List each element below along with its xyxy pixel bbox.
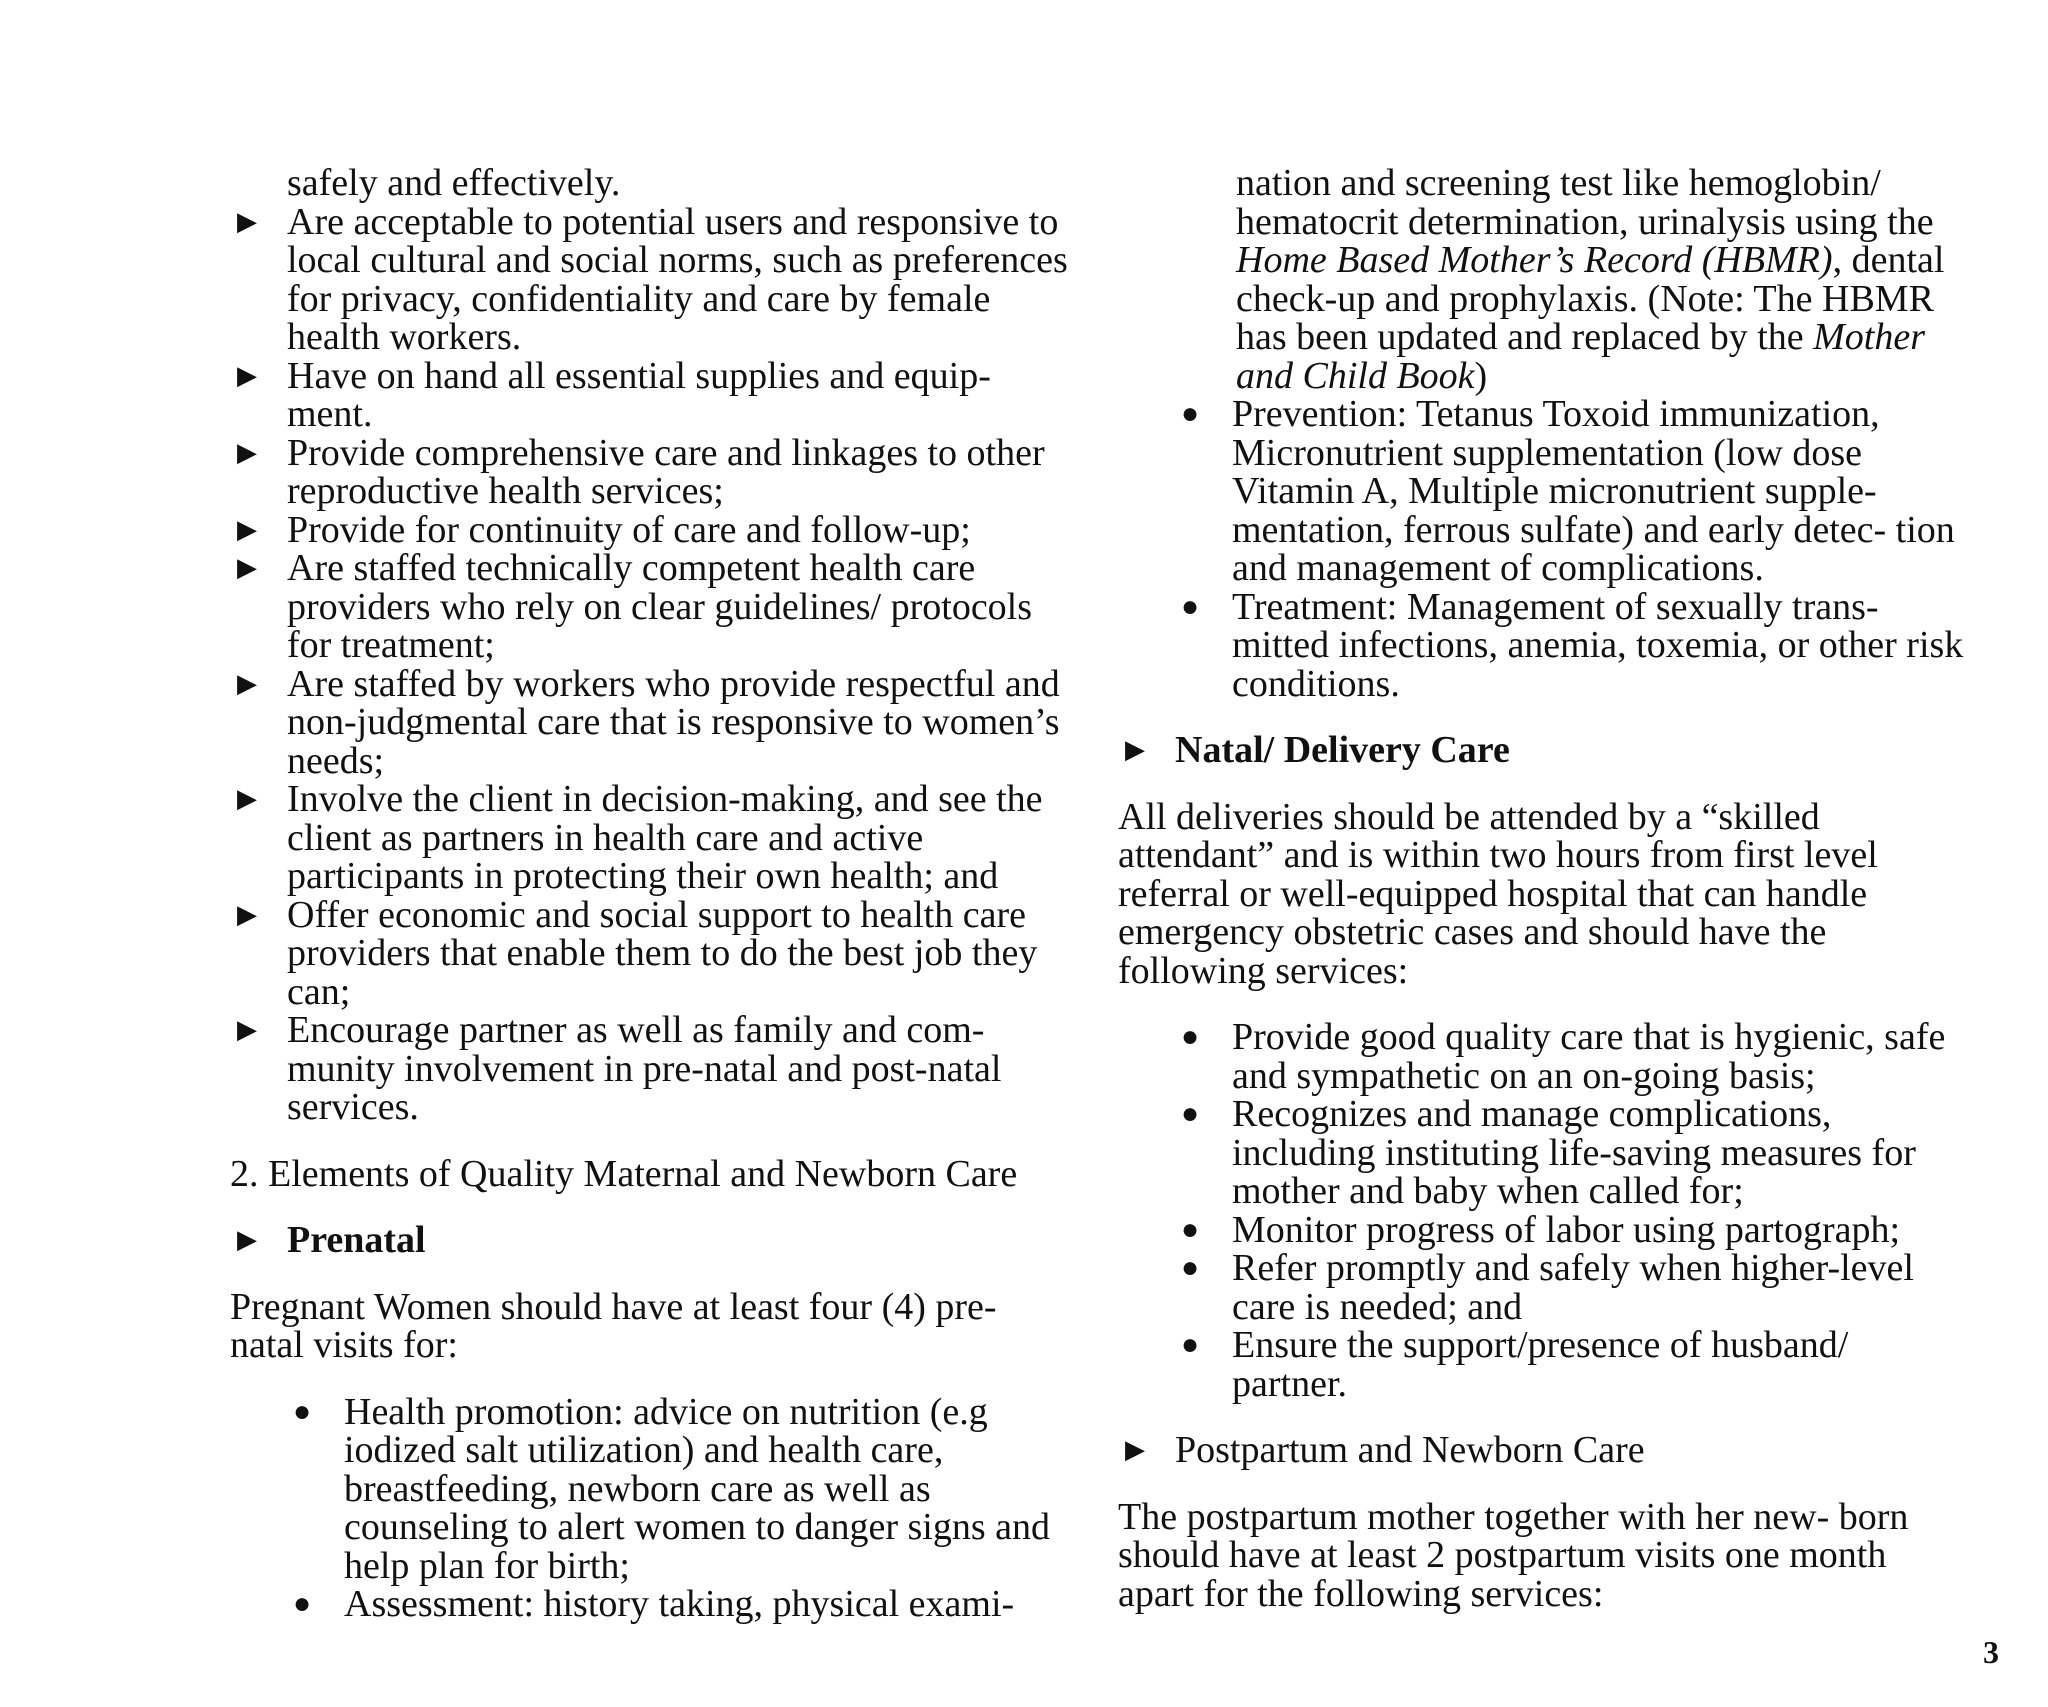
left-column: [230, 164, 1070, 1624]
dot-bullet-icon: ●: [1181, 1097, 1200, 1130]
prenatal-services-list: [287, 1390, 1070, 1625]
list-item: ▶ Offer economic and social support to health care providers that enable them to do the best job they can;: [237, 893, 1038, 1013]
dot-bullet-icon: ●: [1181, 1328, 1200, 1361]
postpartum-intro: The postpartum mother together with her new- born should have at least 2 postpartum visits one month apart for the following services:: [1118, 1495, 1909, 1615]
triangle-bullet-icon: ▶: [237, 553, 257, 582]
natal-delivery-heading: ▶ Natal/ Delivery Care: [1125, 729, 1510, 771]
hbmr-title: Home Based Mother’s Record (HBMR): [1236, 239, 1833, 281]
triangle-bullet-icon: ▶: [237, 668, 257, 698]
prenatal-heading: ▶ Prenatal: [237, 1219, 426, 1261]
list-item: ● Ensure the support/presence of husband/ partner.: [1181, 1324, 1849, 1405]
natal-intro: All deliveries should be attended by a “skilled attendant” and is within two hours from first level referral or well-equipped hospital that can handle emergency obstetric cases and should have the following services:: [1118, 795, 1878, 992]
list-item: ▶ Have on hand all essential supplies and equip- ment.: [237, 354, 991, 435]
page-number: 3: [1983, 1634, 1999, 1670]
triangle-bullet-icon: ▶: [237, 1015, 257, 1044]
list-item: ● Refer promptly and safely when higher-level care is needed; and: [1181, 1247, 1914, 1328]
continued-line: safely and effectively.: [287, 162, 621, 204]
mother-child-book-title: Mother and Child Book: [1236, 316, 1926, 397]
triangle-bullet-icon: ▶: [237, 514, 257, 544]
list-item: ● Recognizes and manage complications, including instituting life-saving measures for mother and baby when called for;: [1181, 1093, 1916, 1212]
triangle-bullet-icon: ▶: [237, 206, 257, 236]
triangle-bullet-icon: ▶: [237, 784, 257, 813]
dot-bullet-icon: ●: [293, 1394, 312, 1428]
list-item: ● Treatment: Management of sexually trans- mitted infections, anemia, toxemia, or other risk conditions.: [1181, 585, 1964, 705]
triangle-bullet-icon: ▶: [1125, 735, 1145, 764]
dot-bullet-icon: ●: [1181, 1212, 1200, 1246]
list-item: ● Provide good quality care that is hygienic, safe and sympathetic on an on-going basis;: [1181, 1016, 1946, 1097]
quality-criteria-list: [230, 200, 1070, 1128]
dot-bullet-icon: ●: [1181, 589, 1200, 623]
list-item: ● Monitor progress of labor using partograph;: [1181, 1208, 1901, 1251]
natal-services-list: [1175, 1018, 1968, 1403]
list-item: ▶ Provide comprehensive care and linkages to other reproductive health services;: [237, 431, 1045, 512]
triangle-bullet-icon: ▶: [237, 437, 257, 467]
list-item: ▶ Involve the client in decision-making, and see the client as partners in health care and active participants in protecting their own health; and: [237, 778, 1043, 897]
postpartum-heading: ▶ Postpartum and Newborn Care: [1125, 1429, 1645, 1471]
section-title: 2. Elements of Quality Maternal and Newborn Care: [230, 1152, 1018, 1195]
dot-bullet-icon: ●: [1181, 397, 1200, 430]
list-item: ▶ Encourage partner as well as family and com- munity involvement in pre-natal and post-natal services.: [237, 1009, 1002, 1128]
list-item: ▶ Are staffed technically competent health care providers who rely on clear guidelines/ protocols for treatment;: [237, 547, 1033, 666]
triangle-bullet-icon: ▶: [1125, 1435, 1145, 1464]
dot-bullet-icon: ●: [293, 1587, 312, 1620]
list-item: ▶ Are staffed by workers who provide respectful and non-judgmental care that is responsive to women’s needs;: [237, 662, 1060, 782]
triangle-bullet-icon: ▶: [237, 899, 257, 929]
dot-bullet-icon: ●: [1181, 1020, 1200, 1053]
list-item: ● Assessment: history taking, physical exami-: [293, 1583, 1015, 1625]
prenatal-intro: Pregnant Women should have at least four (4) pre- natal visits for:: [230, 1285, 997, 1366]
list-item: ▶ Are acceptable to potential users and responsive to local cultural and social norms, such as preferences for privacy, confidentiality and care by female health workers.: [237, 200, 1068, 358]
list-item: ● Health promotion: advice on nutrition (e.g iodized salt utilization) and health care, breastfeeding, newborn care as well as counseling to alert women to danger signs and help plan for birth;: [293, 1390, 1051, 1587]
triangle-bullet-icon: ▶: [237, 360, 257, 390]
triangle-bullet-icon: ▶: [237, 1225, 257, 1254]
right-column: [1118, 164, 1968, 1613]
list-item: ● Prevention: Tetanus Toxoid immunization, Micronutrient supplementation (low dose Vitamin A, Multiple micronutrient supple- mentation, ferrous sulfate) and early detec- tion and management of complications.: [1181, 393, 1955, 589]
assessment-continued: nation and screening test like hemoglobin/ hematocrit determination, urinalysis using the Home Based Mother’s Record (HBMR), dental check-up and prophylaxis. (Note: The HBMR has been updated and replaced by the Mother and Child Book): [1236, 162, 1945, 397]
list-item: ▶ Provide for continuity of care and follow-up;: [237, 508, 971, 551]
prenatal-services-list-continued: [1175, 395, 1968, 703]
dot-bullet-icon: ●: [1181, 1251, 1200, 1284]
